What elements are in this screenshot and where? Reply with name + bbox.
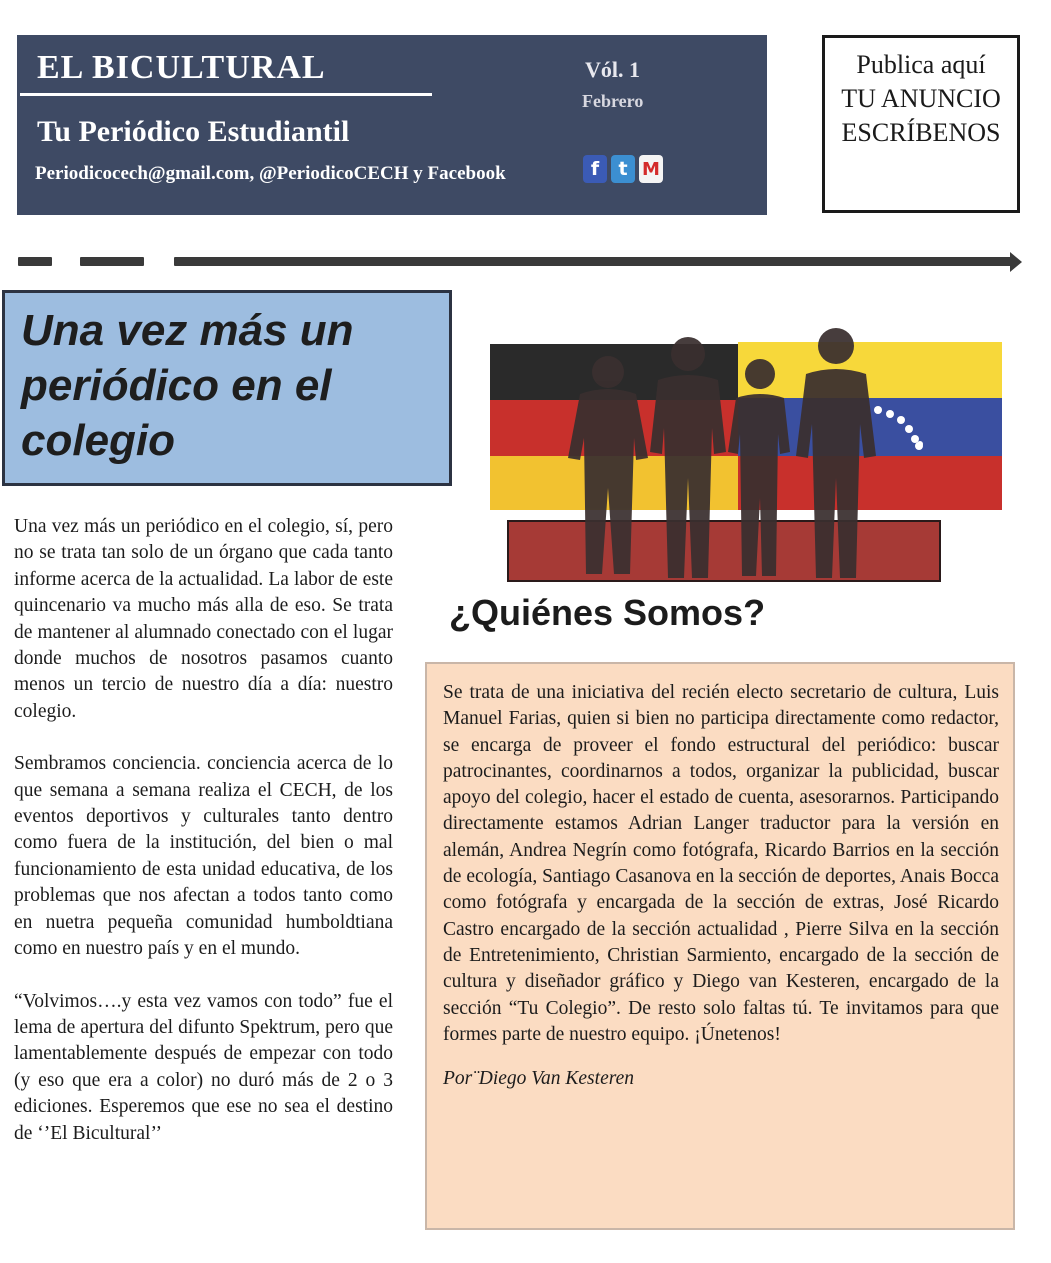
ad-line-3: ESCRÍBENOS xyxy=(841,118,1001,147)
venezuela-flag-yellow xyxy=(738,342,1002,398)
about-body: Se trata de una iniciativa del recién electo secretario de cultura, Luis Manuel Farias, quien si bien no participa directamente como redactor, se encarga de proveer el fondo estructural del periódico: buscar patrocinantes, coordinarnos a todos, organizar la publicidad, buscar apoyo del colegio, hacer el estado de cuenta, asesorarnos. Participando directamente estamos Adrian Langer traductor para la versión en alemán, Andrea Negrín como fotógrafa, Ricardo Barrios en la sección de ecología, Santiago Casanova en la sección de deportes, Anais Bocca como fotógrafa y encargada de la sección de extras, José Ricardo Castro encargado de la sección actualidad , Pierre Silva en la sección de Entretenimiento, Christian Sarmiento, encargado de la sección de cultura y diseñador gráfico y Diego van Kesteren, encargado de la sección “Tu Colegio”. De resto solo faltas tú. Te invitamos para que formes parte de nuestro equipo. ¡Únetenos! xyxy=(443,682,999,1045)
masthead-rule xyxy=(20,93,432,96)
newspaper-title: EL BICULTURAL xyxy=(37,49,326,86)
contact-line: Periodicocech@gmail.com, @PeriodicoCECH y Facebook xyxy=(35,163,506,184)
divider-arrow-line xyxy=(174,257,1012,266)
article-paragraph: Una vez más un periódico en el colegio, sí, pero no se trata tan solo de un órgano que cada tanto informe acerca de la actualidad. La labor de este quincenario va mucho más alla de eso. Se trata de mantener al alumnado conectado con el lugar donde muchos de nosotros pasamos cuanto menos un tercio de nuestro día a día: nuestro colegio. xyxy=(14,516,393,722)
volume-label: Vól. 1 xyxy=(585,57,640,82)
gmail-icon[interactable]: M xyxy=(639,155,663,183)
venezuela-flag-red xyxy=(738,456,1002,510)
article-body xyxy=(14,514,393,1173)
about-title: ¿Quiénes Somos? xyxy=(449,592,766,633)
team-flags-image xyxy=(490,328,1002,582)
article-paragraph: “Volvimos….y esta vez vamos con todo” fue el lema de apertura del difunto Spektrum, pero que lamentablemente después de empezar con todo (y eso que era a color) no duró más de 2 o 3 ediciones. Esperemos que ese no sea el destino de ‘’El Bicultural’’ xyxy=(14,990,393,1144)
photo-base-bar xyxy=(508,521,940,581)
masthead xyxy=(17,35,767,215)
article-headline: Una vez más un periódico en el colegio xyxy=(21,306,354,465)
arrow-right-icon xyxy=(1010,252,1022,272)
about-box xyxy=(425,662,1015,1230)
headline-box xyxy=(2,290,452,486)
ad-box xyxy=(822,35,1020,213)
ad-line-2: TU ANUNCIO xyxy=(841,84,1001,113)
ad-line-1: Publica aquí xyxy=(856,50,986,79)
month-label: Febrero xyxy=(582,91,644,111)
about-signature: Por¨Diego Van Kesteren xyxy=(443,1068,634,1090)
facebook-icon[interactable]: f xyxy=(583,155,607,183)
article-paragraph: Sembramos conciencia. conciencia acerca de lo que semana a semana realiza el CECH, de los eventos deportivos y culturales tanto dentro como fuera de la institución, del bien o mal funcionamiento de esta unidad educativa, de los problemas que nos afectan a todos tanto como en nuetra pequeña comunidad humboldtiana como en nuestro país y en el mundo. xyxy=(14,753,393,960)
newspaper-subtitle: Tu Periódico Estudiantil xyxy=(37,115,350,148)
social-icons xyxy=(583,155,663,183)
divider-dash xyxy=(80,257,144,266)
divider-dash xyxy=(18,257,52,266)
twitter-icon[interactable]: t xyxy=(611,155,635,183)
